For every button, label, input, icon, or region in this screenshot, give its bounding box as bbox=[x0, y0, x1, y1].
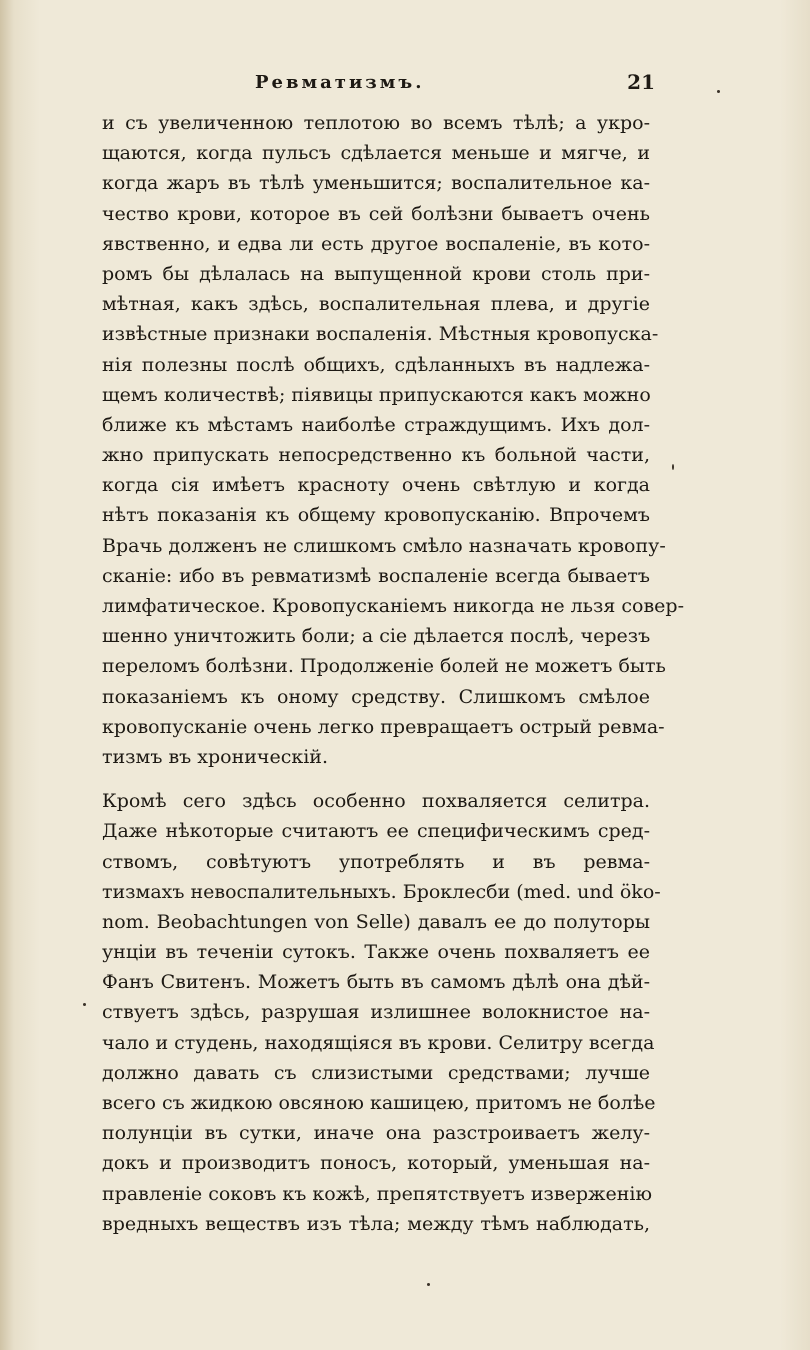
text-line: чало и студень, находящіяся въ крови. Селитру всегда bbox=[102, 1031, 655, 1054]
text-line: кровопусканіе очень легко превращаетъ острый ревма- bbox=[102, 715, 665, 738]
text-line: нія полезны послѣ общихъ, сдѣланныхъ въ надлежа- bbox=[102, 353, 650, 376]
text-line: мѣтная, какъ здѣсь, воспалительная плева, и другіе bbox=[102, 293, 650, 316]
text-line: щаются, когда пульсъ сдѣлается меньше и мягче, и bbox=[102, 142, 650, 165]
text-line: Врачь долженъ не слишкомъ смѣло назначать кровопу- bbox=[102, 534, 666, 557]
text-line: явственно, и едва ли есть другое воспаленіе, въ кото- bbox=[102, 232, 650, 255]
text-line: сканіе: ибо въ ревматизмѣ воспаленіе всегда бываетъ bbox=[102, 564, 650, 587]
text-line: докъ и производитъ поносъ, который, уменьшая на- bbox=[102, 1152, 650, 1175]
text-line: тизмахъ невоспалительныхъ. Броклесби (med. und öko- bbox=[102, 880, 661, 903]
text-line: лимфатическое. Кровопусканіемъ никогда не льзя совер- bbox=[102, 595, 685, 617]
paragraph-2 bbox=[102, 786, 661, 1239]
text-line: когда сія имѣетъ красноту очень свѣтлую и когда bbox=[102, 474, 650, 497]
text-line: nom. Beobachtungen von Selle) давалъ ее до полуторы bbox=[102, 910, 650, 933]
running-title: Ревматизмъ. bbox=[255, 72, 425, 93]
text-line: ближе къ мѣстамъ наиболѣе страждущимъ. Ихъ дол- bbox=[102, 413, 650, 436]
paper-speck bbox=[672, 464, 674, 470]
text-line: Даже нѣкоторые считаютъ ее специфическимъ сред- bbox=[102, 820, 650, 843]
text-line: показаніемъ къ оному средству. Слишкомъ смѣлое bbox=[102, 685, 650, 708]
text-line: Кромѣ сего здѣсь особенно похваляется селитра. bbox=[102, 790, 650, 813]
text-line: шенно уничтожить боли; а сіе дѣлается послѣ, черезъ bbox=[102, 625, 651, 648]
text-line: ромъ бы дѣлалась на выпущенной крови столь при- bbox=[102, 262, 650, 285]
text-line: Фанъ Свитенъ. Можетъ быть въ самомъ дѣлѣ она дѣй- bbox=[102, 971, 650, 994]
text-line: полунціи въ сутки, иначе она разстроиваетъ желу- bbox=[102, 1122, 650, 1145]
page-header bbox=[255, 72, 655, 102]
text-line: чество крови, которое въ сей болѣзни бываетъ очень bbox=[102, 202, 650, 225]
text-line: ствомъ, совѣтуютъ употреблять и въ ревма- bbox=[102, 850, 650, 873]
paper-speck bbox=[83, 1003, 86, 1006]
paper-speck bbox=[427, 1283, 430, 1286]
text-line: жно припускать непосредственно къ больной части, bbox=[102, 444, 650, 467]
text-line: тизмъ въ хроническій. bbox=[102, 745, 329, 768]
text-line: унціи въ теченіи сутокъ. Также очень похваляетъ ее bbox=[102, 941, 650, 964]
text-line: извѣстные признаки воспаленія. Мѣстныя кровопуска- bbox=[102, 323, 659, 346]
page-number: 21 bbox=[627, 70, 655, 94]
paragraph-1 bbox=[102, 108, 685, 772]
text-line: переломъ болѣзни. Продолженіе болей не можетъ быть bbox=[102, 655, 666, 678]
paper-speck bbox=[717, 90, 720, 93]
text-line: и съ увеличенною теплотою во всемъ тѣлѣ; а укро- bbox=[102, 112, 650, 134]
body-text bbox=[102, 108, 685, 1239]
text-line: вредныхъ веществъ изъ тѣла; между тѣмъ наблюдать, bbox=[102, 1212, 650, 1235]
text-line: должно давать съ слизистыми средствами; лучше bbox=[102, 1061, 650, 1084]
text-line: когда жаръ въ тѣлѣ уменьшится; воспалительное ка- bbox=[102, 172, 650, 195]
text-line: правленіе соковъ къ кожѣ, препятствуетъ изверженію bbox=[102, 1182, 653, 1205]
text-line: нѣтъ показанія къ общему кровопусканію. Впрочемъ bbox=[102, 504, 650, 527]
text-line: всего съ жидкою овсяною кашицею, притомъ не болѣе bbox=[102, 1092, 656, 1114]
text-line: щемъ количествѣ; піявицы припускаются какъ можно bbox=[102, 383, 651, 406]
text-line: ствуетъ здѣсь, разрушая излишнее волокнистое на- bbox=[102, 1001, 650, 1024]
